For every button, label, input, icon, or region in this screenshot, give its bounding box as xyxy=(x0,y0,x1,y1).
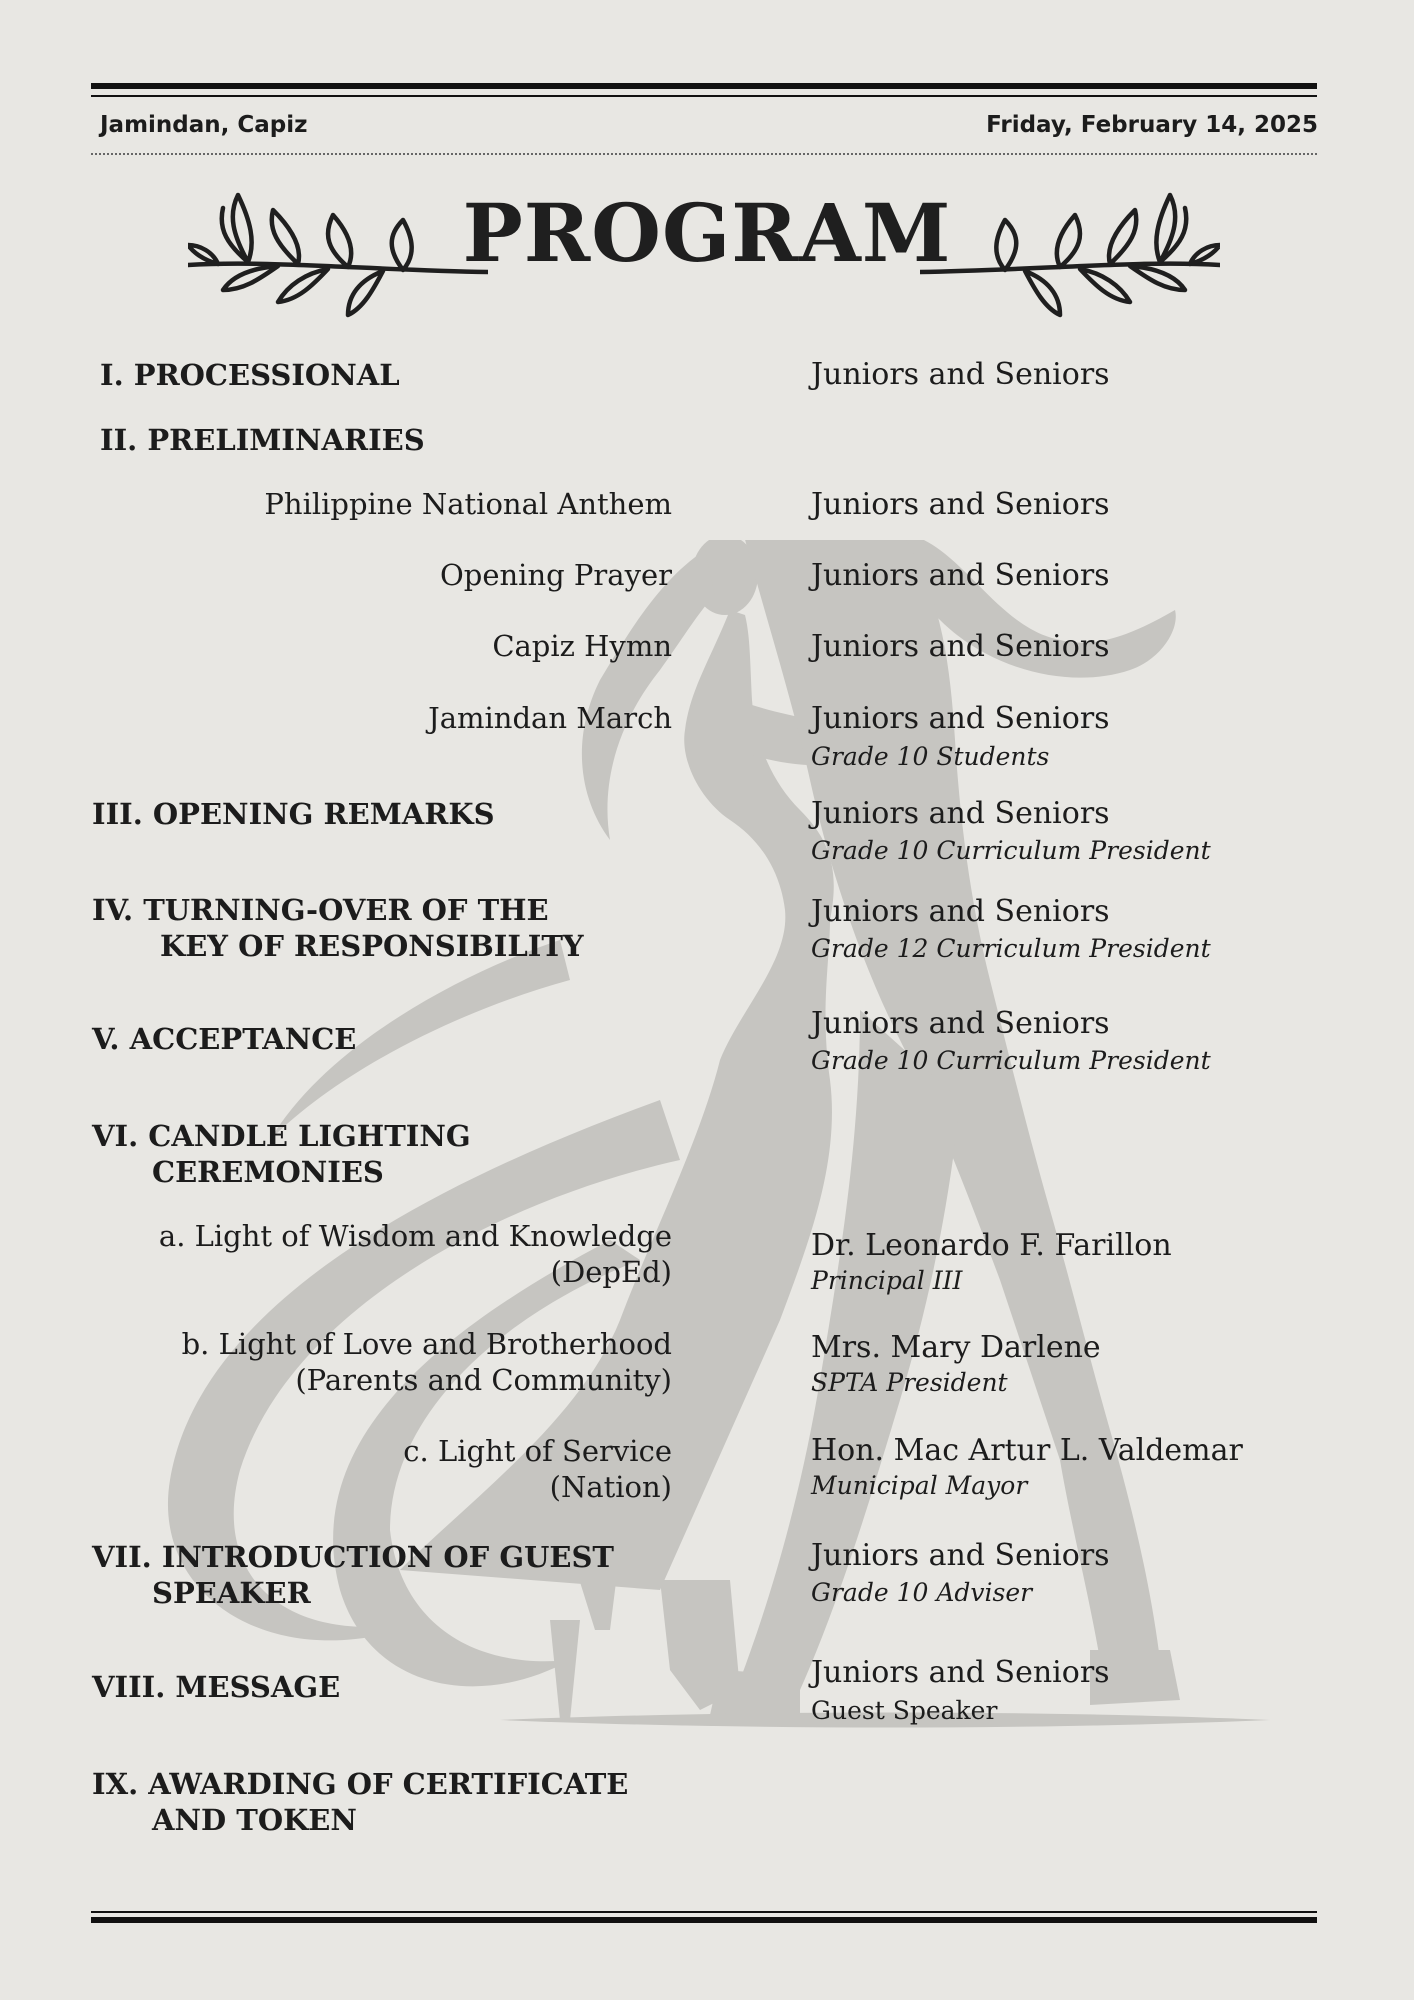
prelim-item-label: Capiz Hymn xyxy=(492,629,672,663)
prelim-item-label: Opening Prayer xyxy=(440,558,672,592)
prelim-item-performer: Juniors and Seniors xyxy=(811,701,1110,736)
prelim-item-role: Grade 10 Students xyxy=(811,742,1050,771)
acceptance-performer: Juniors and Seniors xyxy=(811,1006,1110,1041)
candle-item xyxy=(403,1433,672,1505)
header-date: Friday, February 14, 2025 xyxy=(986,112,1318,138)
page-title: PROGRAM xyxy=(462,186,952,280)
candle-item-label: b. Light of Love and Brotherhood xyxy=(181,1327,672,1361)
intro-speaker-performer: Juniors and Seniors xyxy=(811,1538,1110,1573)
section-intro-speaker xyxy=(92,1539,614,1611)
section-intro-line1: VII. INTRODUCTION OF GUEST xyxy=(92,1540,614,1574)
section-turnover-line2: KEY OF RESPONSIBILITY xyxy=(160,929,584,963)
section-intro-line2: SPEAKER xyxy=(152,1576,311,1610)
candle-item xyxy=(182,1326,672,1398)
section-turnover-line1: IV. TURNING-OVER OF THE xyxy=(92,893,549,927)
turnover-performer: Juniors and Seniors xyxy=(811,894,1110,929)
section-awarding-line2: AND TOKEN xyxy=(152,1803,357,1837)
section-awarding-line1: IX. AWARDING OF CERTIFICATE xyxy=(92,1767,629,1801)
opening-remarks-role: Grade 10 Curriculum President xyxy=(811,836,1211,865)
candle-item-performer: Mrs. Mary Darlene xyxy=(811,1330,1101,1365)
prelim-item-label: Jamindan March xyxy=(428,701,672,735)
candle-item-performer: Dr. Leonardo F. Farillon xyxy=(811,1228,1172,1263)
prelim-item-performer: Juniors and Seniors xyxy=(811,629,1110,664)
intro-speaker-role: Grade 10 Adviser xyxy=(811,1578,1033,1607)
section-message: VIII. MESSAGE xyxy=(92,1670,341,1704)
top-border-thick xyxy=(91,83,1317,89)
section-awarding xyxy=(92,1766,628,1838)
candle-item-label: c. Light of Service xyxy=(403,1434,672,1468)
prelim-item-label: Philippine National Anthem xyxy=(264,487,672,521)
acceptance-role: Grade 10 Curriculum President xyxy=(811,1046,1211,1075)
candle-item-performer: Hon. Mac Artur L. Valdemar xyxy=(811,1433,1243,1468)
candle-item-sublabel: (Parents and Community) xyxy=(295,1363,672,1397)
bottom-border-thick xyxy=(91,1917,1317,1923)
bottom-border-thin xyxy=(91,1911,1317,1913)
candle-item-sublabel: (DepEd) xyxy=(550,1255,672,1289)
section-opening-remarks: III. OPENING REMARKS xyxy=(92,797,495,831)
candle-item-label: a. Light of Wisdom and Knowledge xyxy=(158,1219,672,1253)
section-candle-lighting xyxy=(92,1118,471,1190)
message-role: Guest Speaker xyxy=(811,1696,998,1725)
prelim-item-performer: Juniors and Seniors xyxy=(811,558,1110,593)
opening-remarks-performer: Juniors and Seniors xyxy=(811,796,1110,831)
header-location: Jamindan, Capiz xyxy=(100,112,308,138)
candle-item-role: Principal III xyxy=(811,1266,963,1295)
section-processional: I. PROCESSIONAL xyxy=(100,358,400,392)
candle-item xyxy=(159,1218,672,1290)
section-candle-line2: CEREMONIES xyxy=(152,1155,384,1189)
section-candle-line1: VI. CANDLE LIGHTING xyxy=(92,1119,471,1153)
section-turnover xyxy=(92,892,584,964)
header-divider xyxy=(91,153,1317,155)
candle-item-role: Municipal Mayor xyxy=(811,1471,1028,1500)
top-border-thin xyxy=(91,95,1317,97)
prelim-item-performer: Juniors and Seniors xyxy=(811,487,1110,522)
candle-item-role: SPTA President xyxy=(811,1368,1008,1397)
turnover-role: Grade 12 Curriculum President xyxy=(811,934,1211,963)
processional-performer: Juniors and Seniors xyxy=(811,357,1110,392)
section-acceptance: V. ACCEPTANCE xyxy=(92,1022,357,1056)
message-performer: Juniors and Seniors xyxy=(811,1655,1110,1690)
section-preliminaries: II. PRELIMINARIES xyxy=(100,423,425,457)
candle-item-sublabel: (Nation) xyxy=(549,1470,672,1504)
